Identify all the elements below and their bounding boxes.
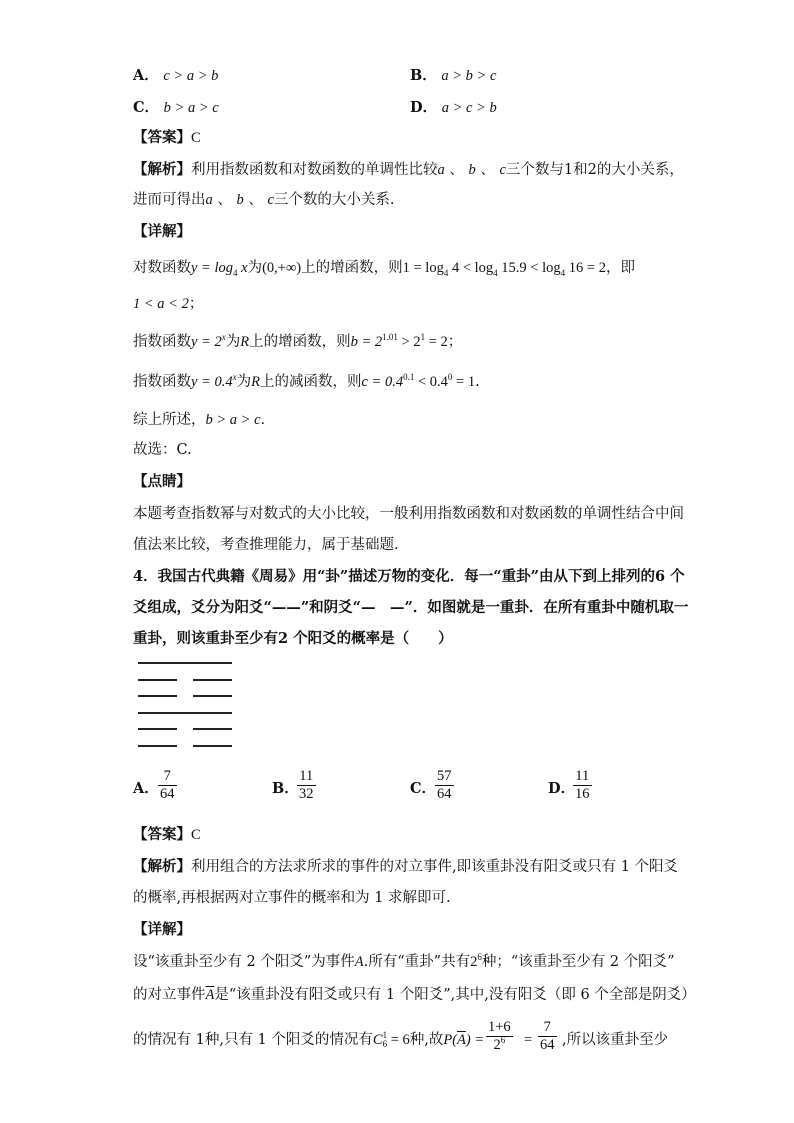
q4-option-d-fraction: $\frac{11}{16}$ [575,768,590,802]
yin-line-segment [193,679,232,681]
yin-line-segment [193,728,232,730]
q4-detail-line-2: 的对立事件$\overline{A}$是“该重卦没有阳爻或只有 1 个阳爻”,其中,没有阳爻（即 6 个全部是阴爻） [133,987,696,1003]
q4-option-b-fraction: $\frac{11}{32}$ [299,768,314,802]
yang-line [138,662,232,664]
q3-detail-line-5: 综上所述，b > a > c. [133,412,266,428]
q3-detail-line-4: 指数函数$y = 0.4^x$为R上的减函数，则$c = 0.4^{0.1} < 0.4^0 = 1$. [133,372,480,390]
q4-detail-tag: 【详解】 [133,921,191,938]
q4-option-c-label: C． [410,780,437,797]
q4-option-b-label: B． [272,780,299,797]
q3-option-d: D． a > c > b [410,99,497,116]
yin-line-segment [138,695,177,697]
q3-option-a: A． c > a > b [133,67,219,84]
q3-detail-line-2: 1 < a < 2； [133,296,204,312]
q4-detail-equals: = [524,1032,533,1048]
q3-option-c: C． b > a > c [133,99,219,116]
yang-line [138,712,232,714]
q4-detail-fraction-1: $\frac{1+6}{2^6}$ [488,1019,511,1053]
q3-analysis-line-1: 【解析】利用指数函数和对数函数的单调性比较a 、 b 、 c三个数与1和2的大小关系， [133,161,684,178]
yin-line-segment [138,679,177,681]
q4-detail-fraction-2: $\frac{7}{64}$ [540,1019,555,1053]
q4-detail-line-1: 设“该重卦至少有 2 个阳爻”为事件A.所有“重卦”共有$2^6$种；“该重卦至少有 2 个阳爻” [133,952,675,970]
q3-analysis-line-2: 进而可得出a 、 b 、 c三个数的大小关系. [133,192,395,208]
q4-analysis-line-2: 的概率,再根据两对立事件的概率和为 1 求解即可. [133,890,451,906]
q3-option-b: B． a > b > c [410,67,497,84]
q4-stem-line-3: 重卦，则该重卦至少有2 个阳爻的概率是（ ） [133,630,453,647]
yin-line-segment [193,745,232,747]
q3-detail-line-1: 对数函数$y = \log_4 x$为(0,+∞)上的增函数，则$1 = \log_4 4 < \log_4 15.9 < \log_4 16 = 2$，即 [133,260,635,278]
yin-line-segment [138,728,177,730]
q3-comment-tag: 【点睛】 [133,473,191,490]
q4-stem-line-1: 4．我国古代典籍《周易》用“卦”描述万物的变化．每一“重卦”由从下到上排列的6 个 [133,568,685,585]
q3-detail-line-3: 指数函数$y = 2^x$为R上的增函数，则$b = 2^{1.01} > 2^1 = 2$； [133,332,463,350]
q3-comment-line-2: 值法来比较，考查推理能力，属于基础题. [133,537,399,553]
q4-option-c-fraction: $\frac{57}{64}$ [437,768,452,802]
q4-option-a-fraction: $\frac{7}{64}$ [160,768,175,802]
q4-analysis-line-1: 【解析】利用组合的方法求所求的事件的对立事件,即该重卦没有阳爻或只有 1 个阳爻 [133,858,679,875]
hexagram-figure [138,662,234,752]
q4-detail-line-3-end: ,所以该重卦至少 [562,1032,669,1048]
q4-option-a-label: A． [133,780,159,797]
q3-comment-line-1: 本题考查指数幂与对数式的大小比较，一般利用指数函数和对数函数的单调性结合中间 [133,506,684,522]
q4-detail-line-3: 的情况有 1种,只有 1 个阳爻的情况有C 1 6 = 6种,故$P(\overline{A})$ = [133,1030,485,1049]
q4-stem-line-2: 爻组成，爻分为阳爻“——”和阴爻“— —”．如图就是一重卦．在所有重卦中随机取一 [133,599,689,616]
q3-detail-line-6: 故选：C. [133,442,192,458]
yin-line-segment [138,745,177,747]
q3-detail-tag: 【详解】 [133,223,191,240]
q3-answer: 【答案】C [133,129,201,146]
yin-line-segment [193,695,232,697]
q4-option-d-label: D． [548,780,576,797]
q4-answer: 【答案】C [133,826,201,843]
